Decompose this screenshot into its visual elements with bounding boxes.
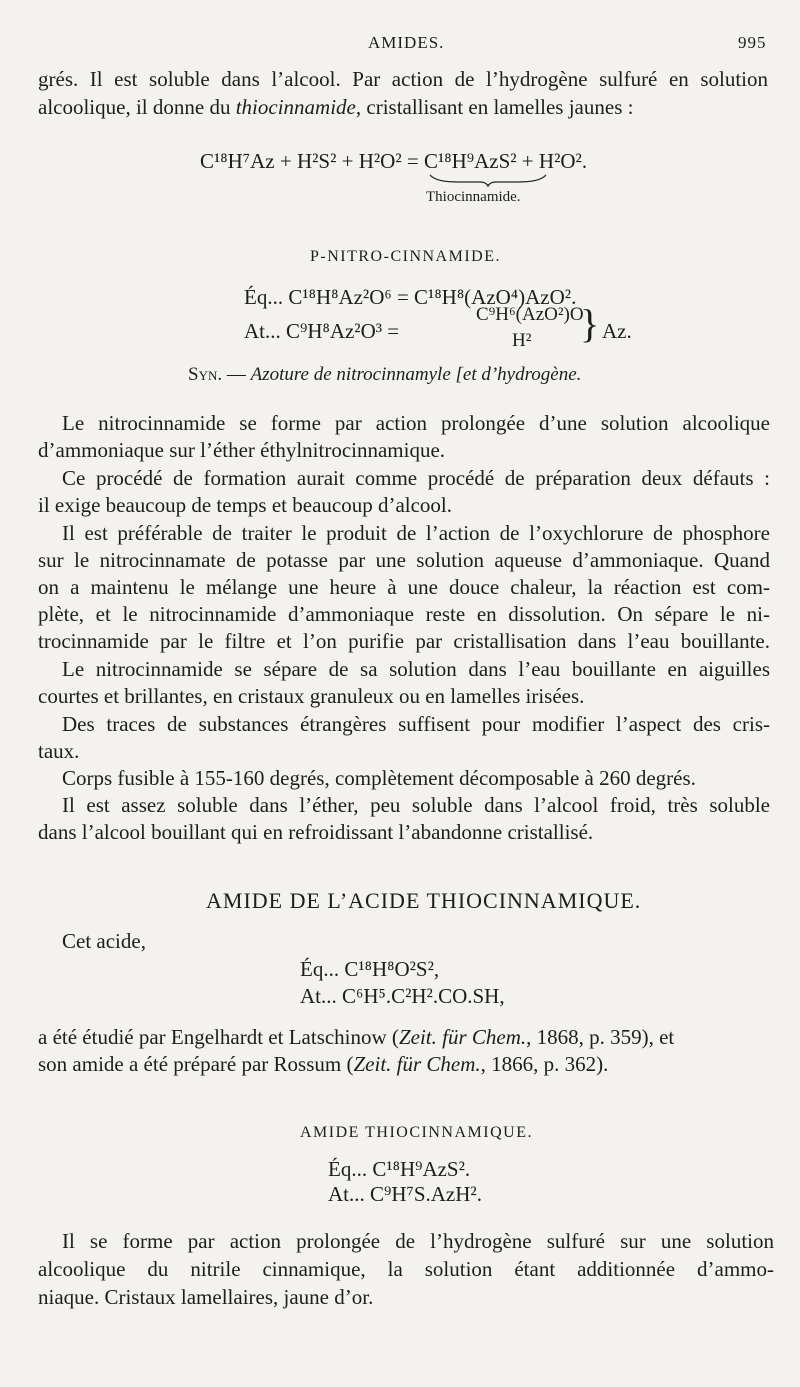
equation-thiocinnamide: C¹⁸H⁷Az + H²S² + H²O² = C¹⁸H⁹AzS² + H²O². [200,149,588,173]
ref-text: , 1866, p. 362). [480,1052,609,1076]
intro-line-2 [38,94,633,120]
at-formula: C⁹H⁸Az²O³ = [286,319,400,343]
nitro-at-label [244,318,399,344]
para-line: il exige beaucoup de temps et beaucoup d’alcool. [38,493,453,517]
intro-line-1: grés. Il est soluble dans l’alcool. Par action de l’hydrogène sulfuré en solution [38,67,768,91]
section-title-nitro: P-NITRO-CINNAMIDE. [310,248,501,265]
at-denominator: H² [512,330,532,351]
acid-ref-line-2 [38,1051,608,1077]
journal-title: Zeit. für Chem. [353,1052,481,1076]
thio-line: alcoolique du nitrile cinnamique, la solution étant additionnée d’ammo- [38,1257,774,1281]
ref-text: , 1868, p. 359), et [526,1025,675,1049]
thio-line: Il se forme par action prolongée de l’hydrogène sulfuré sur une solution [62,1229,774,1253]
acid-eq: Éq... C¹⁸H⁸O²S², [300,957,440,981]
para-line: d’ammoniaque sur l’éther éthylnitrocinnamique. [38,438,446,462]
intro-text: alcoolique, il donne du [38,95,236,119]
product-label: Thiocinnamide. [426,189,521,205]
journal-title: Zeit. für Chem. [398,1025,527,1049]
thiocinnamide-term: thiocinnamide [235,95,356,119]
para-line: plète, et le nitrocinnamide d’ammoniaque reste en dissolution. On sépare le ni- [38,602,770,626]
acid-at: At... C⁶H⁵.C²H².CO.SH, [300,984,505,1008]
para-line: trocinnamide par le filtre et l’on purifie par cristallisation dans l’eau bouillante. [38,629,770,653]
para-line: taux. [38,739,80,763]
eq-label: Éq... [244,285,284,309]
para-line: Corps fusible à 155-160 degrés, complètement décomposable à 260 degrés. [62,766,696,790]
section-title-thio: AMIDE THIOCINNAMIQUE. [300,1124,533,1141]
syn-label: Syn. — [188,364,246,385]
thio-line: niaque. Cristaux lamellaires, jaune d’or. [38,1285,374,1309]
para-line: on a maintenu le mélange une heure à une douce chaleur, la réaction est com- [38,575,770,599]
syn-text: Azoture de nitrocinnamyle [et d’hydrogène. [250,364,582,385]
para-line: Des traces de substances étrangères suffisent pour modifier l’aspect des cris- [62,712,770,736]
ref-text: a été étudié par Engelhardt et Latschinow ( [38,1025,399,1049]
para-line: Il est préférable de traiter le produit de l’action de l’oxychlorure de phosphore [62,521,770,545]
para-line: Ce procédé de formation aurait comme procédé de préparation deux défauts : [62,466,770,490]
at-label: At... [244,319,281,343]
acid-lead: Cet acide, [62,929,146,953]
page-number: 995 [738,33,767,52]
at-suffix: Az. [602,319,632,343]
para-line: Le nitrocinnamide se sépare de sa solution dans l’eau bouillante en aiguilles [62,657,770,681]
para-line: sur le nitrocinnamate de potasse par une solution aqueuse d’ammoniaque. Quand [38,548,770,572]
thio-at: At... C⁹H⁷S.AzH². [328,1182,482,1206]
para-line: courtes et brillantes, en cristaux granuleux ou en lamelles irisées. [38,684,585,708]
intro-text-end: , cristallisant en lamelles jaunes : [355,95,634,119]
running-title: AMIDES. [368,33,445,52]
acid-ref-line-1 [38,1024,770,1050]
right-brace: } [580,301,600,346]
synonym-line [188,362,581,388]
at-numerator: C⁹H⁶(AzO²)O [476,304,584,325]
para-line: Le nitrocinnamide se forme par action prolongée d’une solution alcoolique [62,411,770,435]
section-title-acid: AMIDE DE L’ACIDE THIOCINNAMIQUE. [206,888,642,913]
para-line: Il est assez soluble dans l’éther, peu soluble dans l’alcool froid, très soluble [62,793,770,817]
para-line: dans l’alcool bouillant qui en refroidissant l’abandonne cristallisé. [38,820,594,844]
ref-text: son amide a été préparé par Rossum ( [38,1052,354,1076]
thio-eq: Éq... C¹⁸H⁹AzS². [328,1157,471,1181]
eq-formula: C¹⁸H⁸Az²O⁶ = C¹⁸H⁸(AzO⁴)AzO². [288,285,577,309]
